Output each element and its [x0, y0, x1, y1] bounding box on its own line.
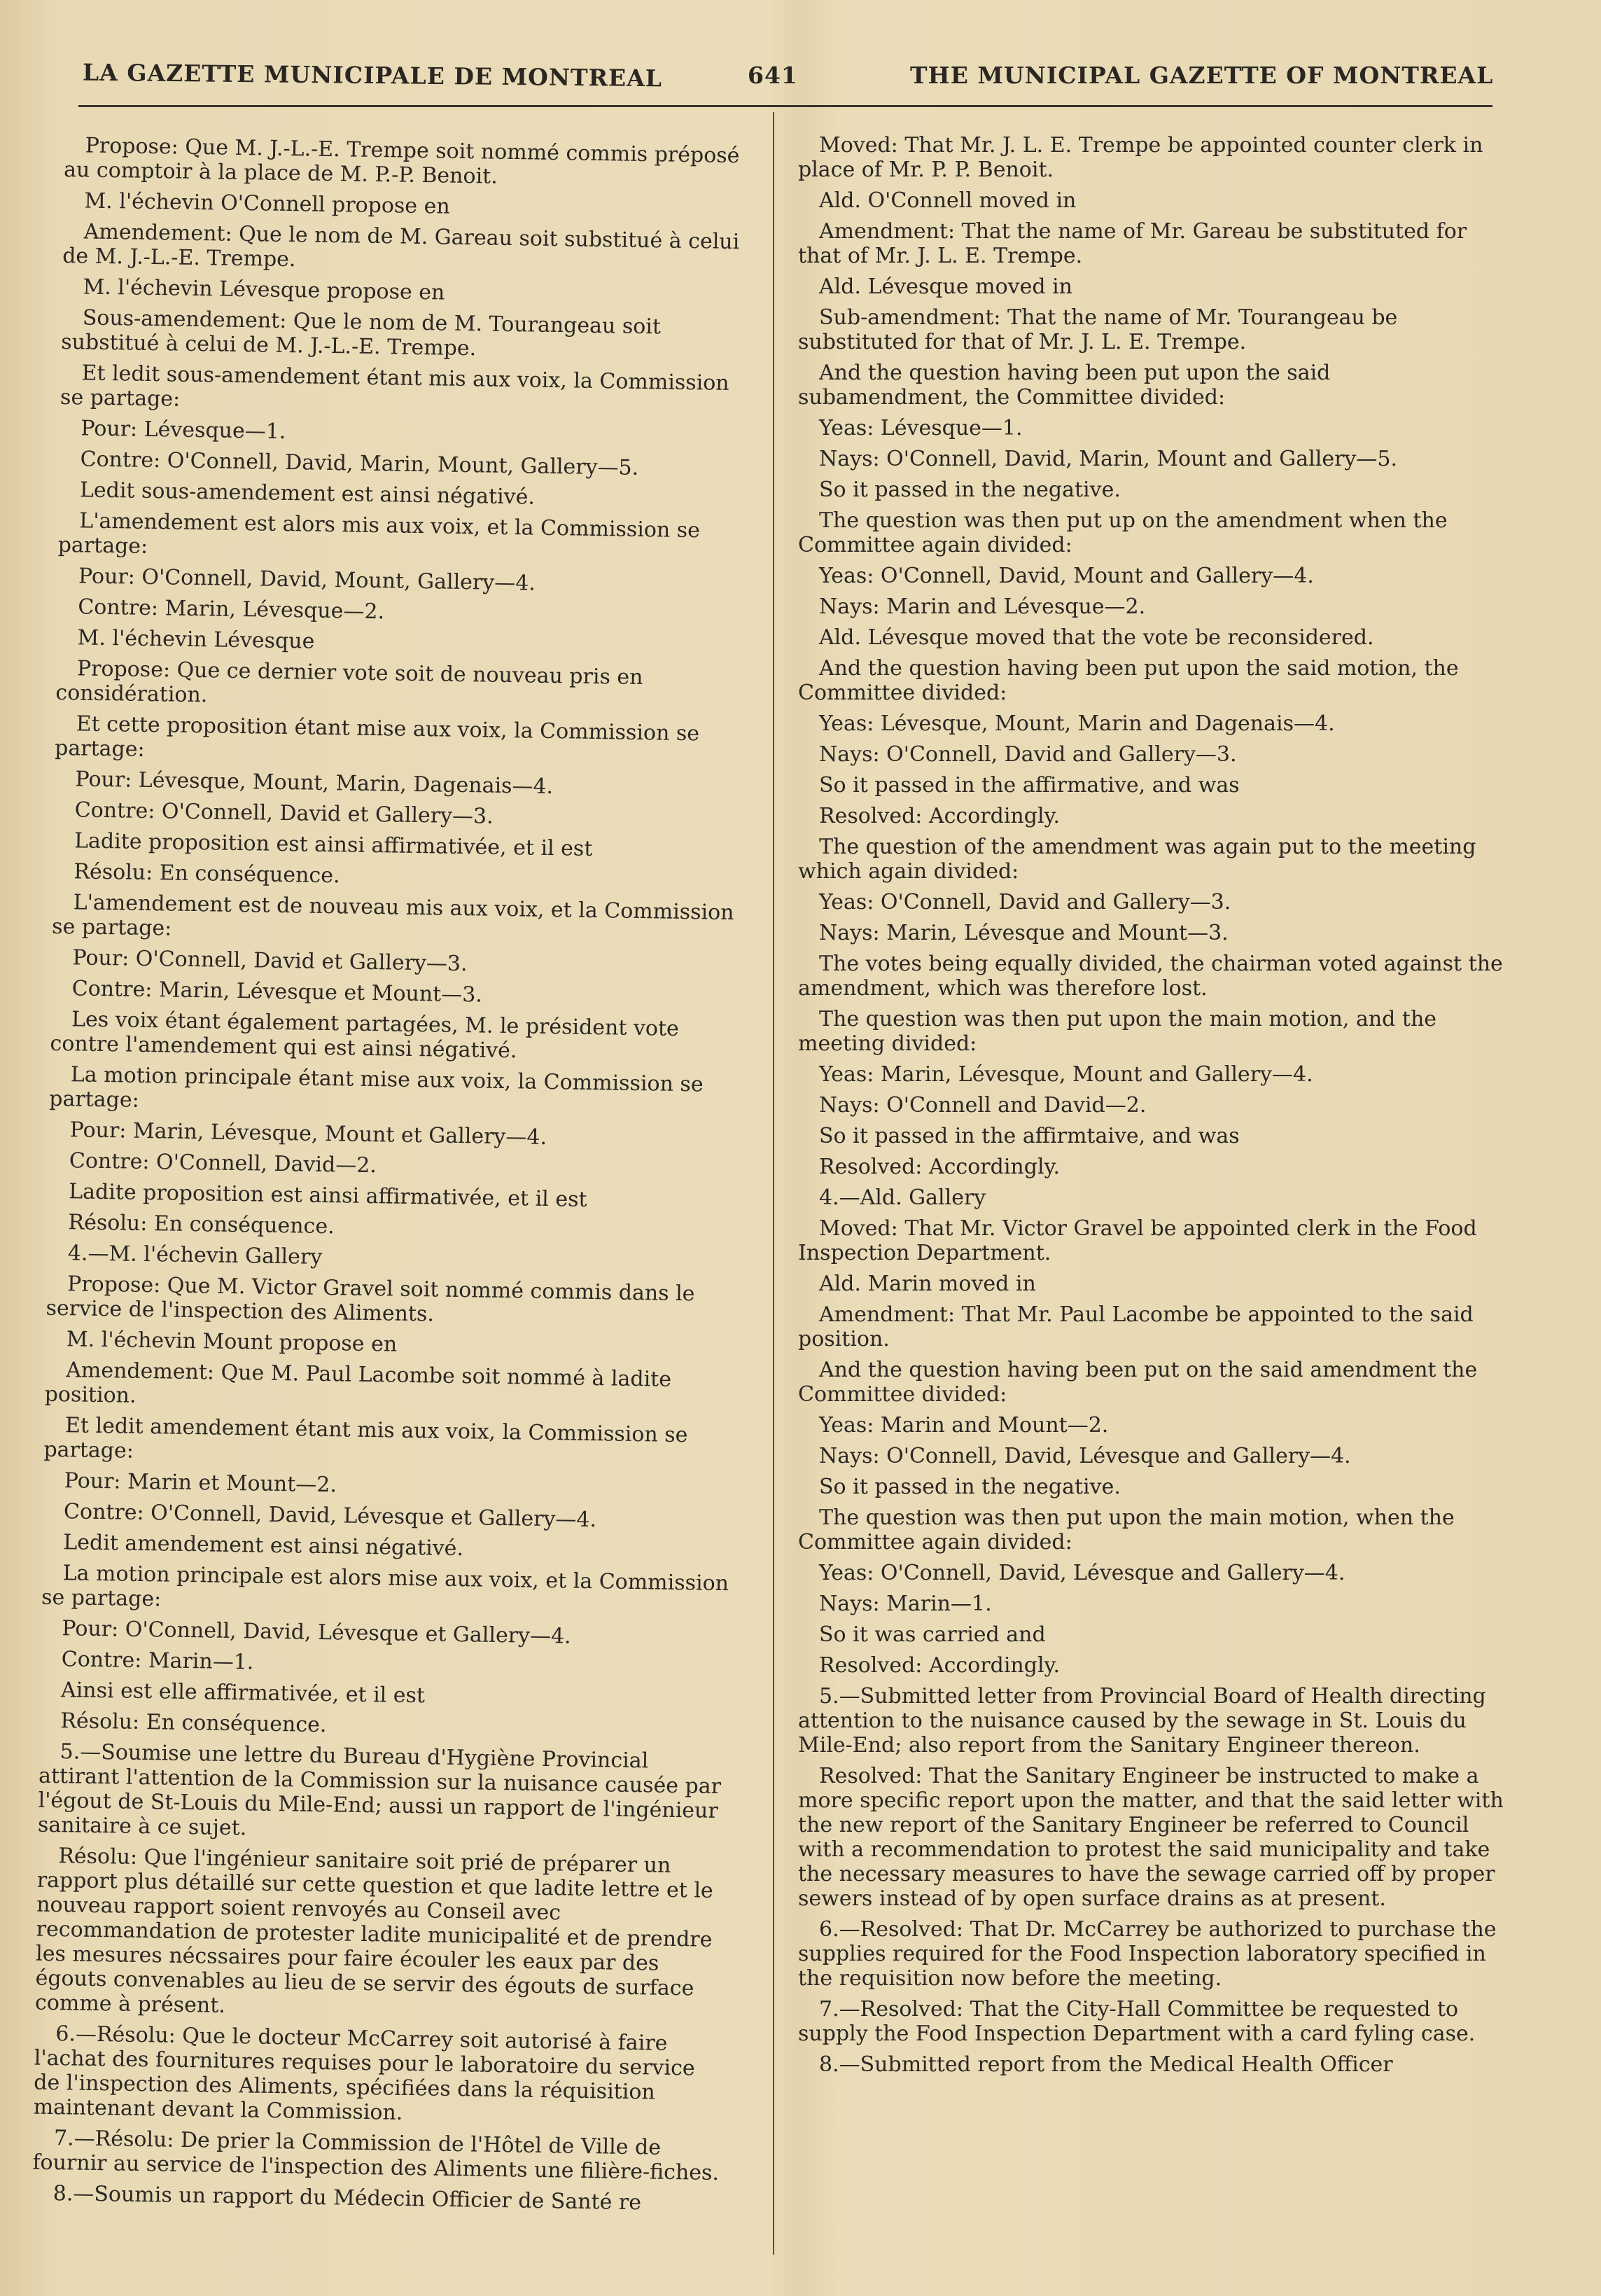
french-paragraph: M. l'échevin O'Connell propose en: [84, 188, 450, 219]
french-paragraph: M. l'échevin Lévesque: [77, 625, 315, 654]
french-paragraph: M. l'échevin Mount propose en: [66, 1327, 398, 1357]
french-paragraph: M. l'échevin Lévesque propose en: [83, 274, 445, 305]
french-paragraph: Pour: O'Connell, David, Lévesque et Gallery—4.: [62, 1616, 571, 1649]
french-paragraph: Pour: Marin et Mount—2.: [64, 1468, 337, 1498]
english-paragraph: Nays: Marin and Lévesque—2.: [819, 594, 1146, 619]
french-paragraph: Résolu: En conséquence.: [60, 1709, 327, 1738]
french-paragraph: Résolu: Que l'ingénieur sanitaire soit prié de préparer un rapport plus détaillé sur cette question et que ladite lettre et le nouveau rapport soient renvoyés au Conseil avec recommandation de protester ladite municipalité et de prendre les mesures nécssaires pour faire écouler les eaux par des égouts convenables au lieu de se servir des égouts de surface comme à présent.: [34, 1844, 713, 2018]
english-paragraph: Yeas: O'Connell, David and Gallery—3.: [819, 890, 1231, 914]
english-paragraph: The votes being equally divided, the chairman voted against the amendment, which was therefore lost.: [798, 952, 1503, 1001]
french-paragraph: Contre: O'Connell, David—2.: [69, 1148, 377, 1178]
english-paragraph: Yeas: Lévesque—1.: [819, 416, 1023, 440]
french-paragraph: Amendement: Que le nom de M. Gareau soit substitué à celui de M. J.-L.-E. Trempe.: [62, 219, 740, 272]
french-paragraph: Pour: Lévesque—1.: [81, 416, 286, 445]
english-paragraph: Yeas: O'Connell, David, Lévesque and Gallery—4.: [819, 1561, 1345, 1585]
english-paragraph: Moved: That Mr. Victor Gravel be appointed clerk in the Food Inspection Department.: [798, 1216, 1477, 1265]
english-paragraph: Ald. Lévesque moved in: [819, 274, 1072, 299]
french-paragraph: 8.—Soumis un rapport du Médecin Officier de Santé re: [53, 2181, 642, 2215]
english-paragraph: Ald. Marin moved in: [819, 1272, 1036, 1296]
header-rule: [78, 105, 1492, 107]
english-paragraph: Yeas: O'Connell, David, Mount and Gallery—4.: [819, 564, 1314, 588]
english-paragraph: The question of the amendment was again put to the meeting which again divided:: [798, 835, 1476, 884]
english-paragraph: 4.—Ald. Gallery: [819, 1185, 986, 1210]
french-paragraph: Résolu: En conséquence.: [68, 1210, 335, 1239]
english-paragraph: Resolved: That the Sanitary Engineer be instructed to make a more specific report upon the matter, and that the said letter with the new report of the Sanitary Engineer be referred to Council with a recommendation to protest the said municipality and take the necessary measures to have the sewage carried off by proper sewers instead of by open surface drains as at present.: [798, 1764, 1504, 1911]
french-paragraph: Ledit sous-amendement est ainsi négativé.: [79, 478, 536, 510]
french-column: [32, 133, 754, 2222]
french-paragraph: Contre: Marin—1.: [61, 1647, 254, 1675]
french-paragraph: Résolu: En conséquence.: [74, 859, 340, 889]
english-paragraph: The question was then put upon the main motion, when the Committee again divided:: [798, 1505, 1455, 1554]
english-paragraph: Nays: Marin—1.: [819, 1592, 992, 1616]
header-left-title: LA GAZETTE MUNICIPALE DE MONTREAL: [82, 58, 663, 92]
french-paragraph: La motion principale étant mise aux voix, la Commission se partage:: [49, 1062, 704, 1113]
english-paragraph: Ald. O'Connell moved in: [819, 188, 1077, 213]
french-paragraph: La motion principale est alors mise aux voix, et la Commission se partage:: [41, 1561, 729, 1612]
french-paragraph: L'amendement est alors mis aux voix, et la Commission se partage:: [57, 508, 701, 559]
french-paragraph: Pour: Marin, Lévesque, Mount et Gallery—4.: [69, 1118, 547, 1150]
english-paragraph: Resolved: Accordingly.: [819, 1653, 1061, 1678]
english-paragraph: And the question having been put upon the said motion, the Committee divided:: [798, 656, 1459, 705]
english-paragraph: Nays: Marin, Lévesque and Mount—3.: [819, 921, 1229, 945]
english-paragraph: So it passed in the affirmtaive, and was: [819, 1124, 1240, 1148]
page-number: 641: [748, 62, 798, 89]
french-paragraph: L'amendement est de nouveau mis aux voix, et la Commission se partage:: [51, 890, 734, 941]
french-paragraph: Propose: Que M. J.-L.-E. Trempe soit nommé commis préposé au comptoir à la place de M. P.-P. Benoit.: [63, 133, 740, 189]
french-paragraph: Propose: Que M. Victor Gravel soit nommé commis dans le service de l'inspection des Aliments.: [46, 1272, 695, 1327]
english-paragraph: Yeas: Marin, Lévesque, Mount and Gallery—4.: [819, 1062, 1313, 1087]
english-paragraph: The question was then put upon the main motion, and the meeting divided:: [798, 1007, 1437, 1056]
english-paragraph: Amendment: That Mr. Paul Lacombe be appointed to the said position.: [798, 1302, 1474, 1351]
english-paragraph: And the question having been put on the said amendment the Committee divided:: [798, 1358, 1478, 1407]
english-paragraph: Nays: O'Connell, David, Lévesque and Gallery—4.: [819, 1444, 1351, 1468]
english-paragraph: Ald. Lévesque moved that the vote be reconsidered.: [819, 625, 1374, 650]
french-paragraph: 6.—Résolu: Que le docteur McCarrey soit autorisé à faire l'achat des fournitures requises pour le laboratoire du service de l'inspection des Aliments, spécifiées dans la réquisition maintenant devant la Commission.: [33, 2022, 695, 2125]
english-paragraph: 6.—Resolved: That Dr. McCarrey be authorized to purchase the supplies required for the Food Inspection laboratory specified in the requisition now before the meeting.: [798, 1917, 1497, 1991]
french-paragraph: Ainsi est elle affirmativée, et il est: [60, 1678, 426, 1709]
french-paragraph: Ladite proposition est ainsi affirmativée, et il est: [74, 828, 593, 861]
english-paragraph: Yeas: Marin and Mount—2.: [819, 1413, 1109, 1438]
french-paragraph: Sous-amendement: Que le nom de M. Tourangeau soit substitué à celui de M. J.-L.-E. Trempe.: [61, 305, 662, 361]
french-paragraph: Et ledit sous-amendement étant mis aux voix, la Commission se partage:: [60, 361, 729, 412]
english-paragraph: 7.—Resolved: That the City-Hall Committee be requested to supply the Food Inspection Department with a card fyling case.: [798, 1997, 1476, 2046]
french-paragraph: Pour: O'Connell, David et Gallery—3.: [72, 945, 468, 977]
french-paragraph: Contre: O'Connell, David, Lévesque et Gallery—4.: [63, 1499, 597, 1533]
column-divider: [773, 112, 774, 2255]
english-paragraph: And the question having been put upon the said subamendment, the Committee divided:: [798, 361, 1331, 410]
english-column: [798, 133, 1505, 2083]
english-paragraph: Yeas: Lévesque, Mount, Marin and Dagenais—4.: [819, 711, 1335, 736]
french-paragraph: Et cette proposition étant mise aux voix, la Commission se partage:: [54, 711, 700, 762]
french-paragraph: Propose: Que ce dernier vote soit de nouveau pris en considération.: [55, 656, 643, 708]
english-paragraph: Resolved: Accordingly.: [819, 804, 1061, 828]
english-paragraph: Nays: O'Connell, David and Gallery—3.: [819, 742, 1237, 767]
header-right-title: THE MUNICIPAL GAZETTE OF MONTREAL: [910, 62, 1494, 89]
french-paragraph: Contre: Marin, Lévesque et Mount—3.: [71, 976, 483, 1008]
french-paragraph: 5.—Soumise une lettre du Bureau d'Hygiène Provincial attirant l'attention de la Commission sur la nuisance causée par l'égout de St-Louis du Mile-End; aussi un rapport de l'ingénieur sanitaire à ce sujet.: [37, 1739, 722, 1841]
english-paragraph: Sub-amendment: That the name of Mr. Tourangeau be substituted for that of Mr. J. L. E. Trempe.: [798, 305, 1398, 354]
french-paragraph: Contre: Marin, Lévesque—2.: [78, 594, 385, 625]
english-paragraph: So it passed in the negative.: [819, 1475, 1121, 1499]
english-paragraph: So it passed in the affirmative, and was: [819, 773, 1240, 798]
english-paragraph: Nays: O'Connell, David, Marin, Mount and Gallery—5.: [819, 447, 1397, 471]
french-paragraph: 4.—M. l'échevin Gallery: [67, 1241, 323, 1269]
english-paragraph: So it was carried and: [819, 1622, 1046, 1647]
english-paragraph: 8.—Submitted report from the Medical Health Officer: [819, 2052, 1393, 2077]
english-paragraph: Amendment: That the name of Mr. Gareau be substituted for that of Mr. J. L. E. Trempe.: [798, 219, 1467, 268]
french-paragraph: Pour: O'Connell, David, Mount, Gallery—4.: [78, 564, 536, 596]
french-paragraph: Amendement: Que M. Paul Lacombe soit nommé à ladite position.: [44, 1358, 672, 1408]
english-paragraph: 5.—Submitted letter from Provincial Board of Health directing attention to the nuisance caused by the sewage in St. Louis du Mile-End; also report from the Sanitary Engineer thereon.: [798, 1684, 1486, 1758]
french-paragraph: Les voix étant également partagées, M. le président vote contre l'amendement qui est ainsi négativé.: [50, 1007, 680, 1064]
english-paragraph: Moved: That Mr. J. L. E. Trempe be appointed counter clerk in place of Mr. P. P. Benoit.: [798, 133, 1483, 182]
french-paragraph: Pour: Lévesque, Mount, Marin, Dagenais—4.: [75, 767, 554, 800]
french-paragraph: 7.—Résolu: De prier la Commission de l'Hôtel de Ville de fournir au service de l'inspection des Aliments une filière-fiches.: [32, 2126, 720, 2186]
french-paragraph: Contre: O'Connell, David, Marin, Mount, Gallery—5.: [80, 447, 639, 480]
english-paragraph: Nays: O'Connell and David—2.: [819, 1093, 1147, 1118]
english-paragraph: Resolved: Accordingly.: [819, 1155, 1061, 1179]
french-paragraph: Ladite proposition est ainsi affirmativée, et il est: [68, 1179, 587, 1212]
english-paragraph: The question was then put up on the amendment when the Committee again divided:: [798, 508, 1448, 557]
french-paragraph: Et ledit amendement étant mis aux voix, la Commission se partage:: [43, 1413, 688, 1463]
english-paragraph: So it passed in the negative.: [819, 478, 1121, 502]
french-paragraph: Ledit amendement est ainsi négativé.: [63, 1530, 464, 1561]
french-paragraph: Contre: O'Connell, David et Gallery—3.: [74, 798, 494, 829]
